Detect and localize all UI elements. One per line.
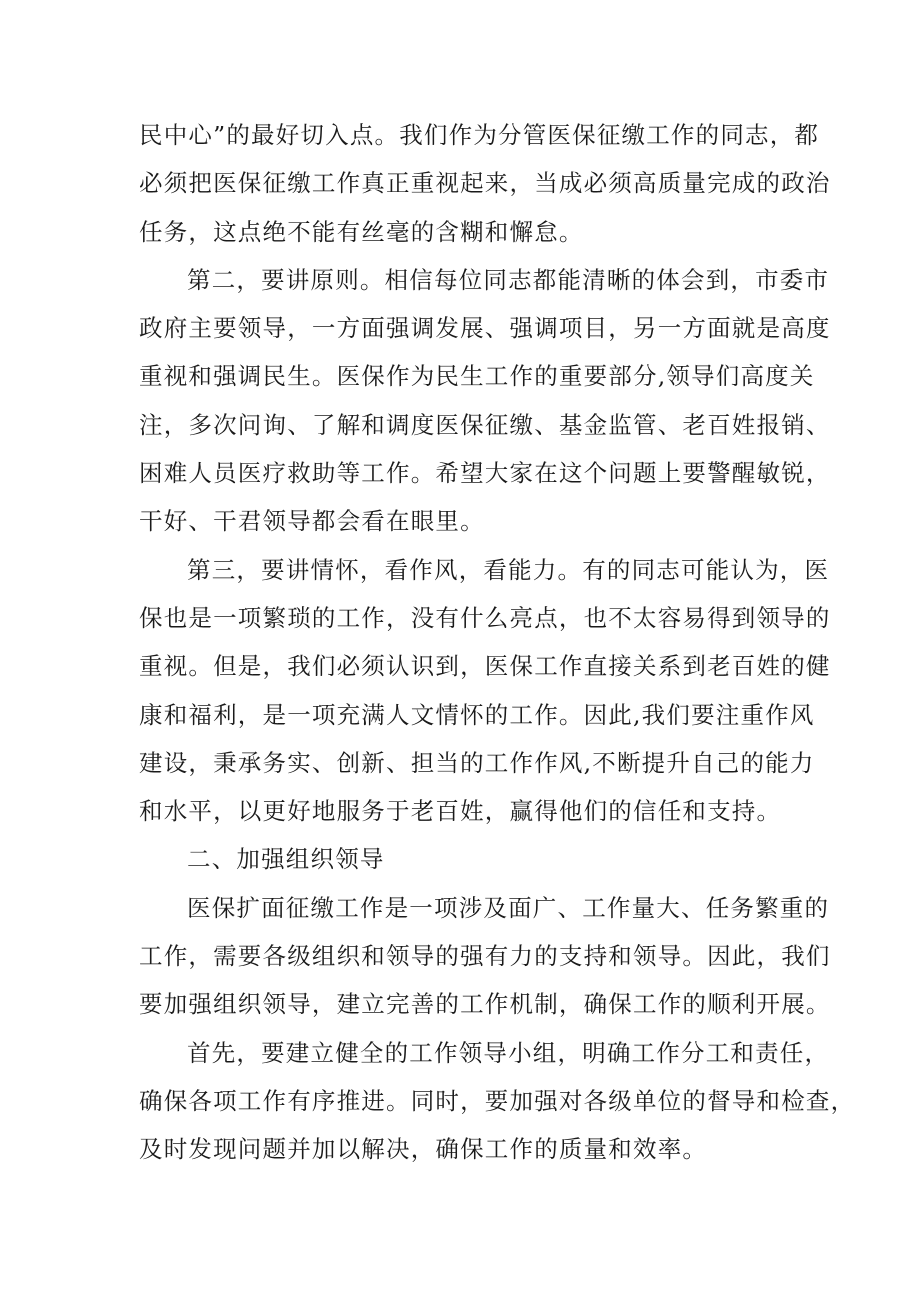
text-line: 要加强组织领导，建立完善的工作机制，确保工作的顺利开展。 xyxy=(139,990,831,1019)
text-line: 必须把医保征缴工作真正重视起来，当成必须高质量完成的政治 xyxy=(139,169,831,198)
text-line: 医保扩面征缴工作是一项涉及面广、工作量大、任务繁重的 xyxy=(187,893,830,922)
text-line: 保也是一项繁琐的工作，没有什么亮点，也不太容易得到领导的 xyxy=(139,603,831,632)
text-line: 干好、干君领导都会看在眼里。 xyxy=(139,507,485,536)
text-line: 及时发现问题并加以解决，确保工作的质量和效率。 xyxy=(139,1135,708,1164)
text-line: 首先，要建立健全的工作领导小组，明确工作分工和责任， xyxy=(187,1038,830,1067)
text-line: 确保各项工作有序推进。同时，要加强对各级单位的督导和检查， xyxy=(139,1086,856,1115)
text-line: 和水平，以更好地服务于老百姓，赢得他们的信任和支持。 xyxy=(139,797,782,826)
text-line: 困难人员医疗救助等工作。希望大家在这个问题上要警醒敏锐， xyxy=(139,459,831,488)
text-line: 康和福利，是一项充满人文情怀的工作。因此,我们要注重作风 xyxy=(139,700,815,729)
text-line: 重视和强调民生。医保作为民生工作的重要部分,领导们高度关 xyxy=(139,362,815,391)
text-line: 重视。但是，我们必须认识到，医保工作直接关系到老百姓的健 xyxy=(139,652,831,681)
text-line: 民中心”的最好切入点。我们作为分管医保征缴工作的同志，都 xyxy=(139,121,820,149)
text-line: 第三，要讲情怀，看作风，看能力。有的同志可能认为，医 xyxy=(187,555,830,584)
text-line: 工作，需要各级组织和领导的强有力的支持和领导。因此，我们 xyxy=(139,942,831,971)
text-line: 政府主要领导，一方面强调发展、强调项目，另一方面就是高度 xyxy=(139,314,831,343)
text-line: 第二，要讲原则。相信每位同志都能清晰的体会到，市委市 xyxy=(187,265,830,294)
text-line: 注，多次问询、了解和调度医保征缴、基金监管、老百姓报销、 xyxy=(139,410,831,439)
text-line: 任务，这点绝不能有丝毫的含糊和懈怠。 xyxy=(139,217,584,246)
document-body xyxy=(139,111,856,1174)
section-heading: 二、加强组织领导 xyxy=(187,845,385,874)
text-line: 建设，秉承务实、创新、担当的工作作风,不断提升自己的能力 xyxy=(139,748,815,777)
